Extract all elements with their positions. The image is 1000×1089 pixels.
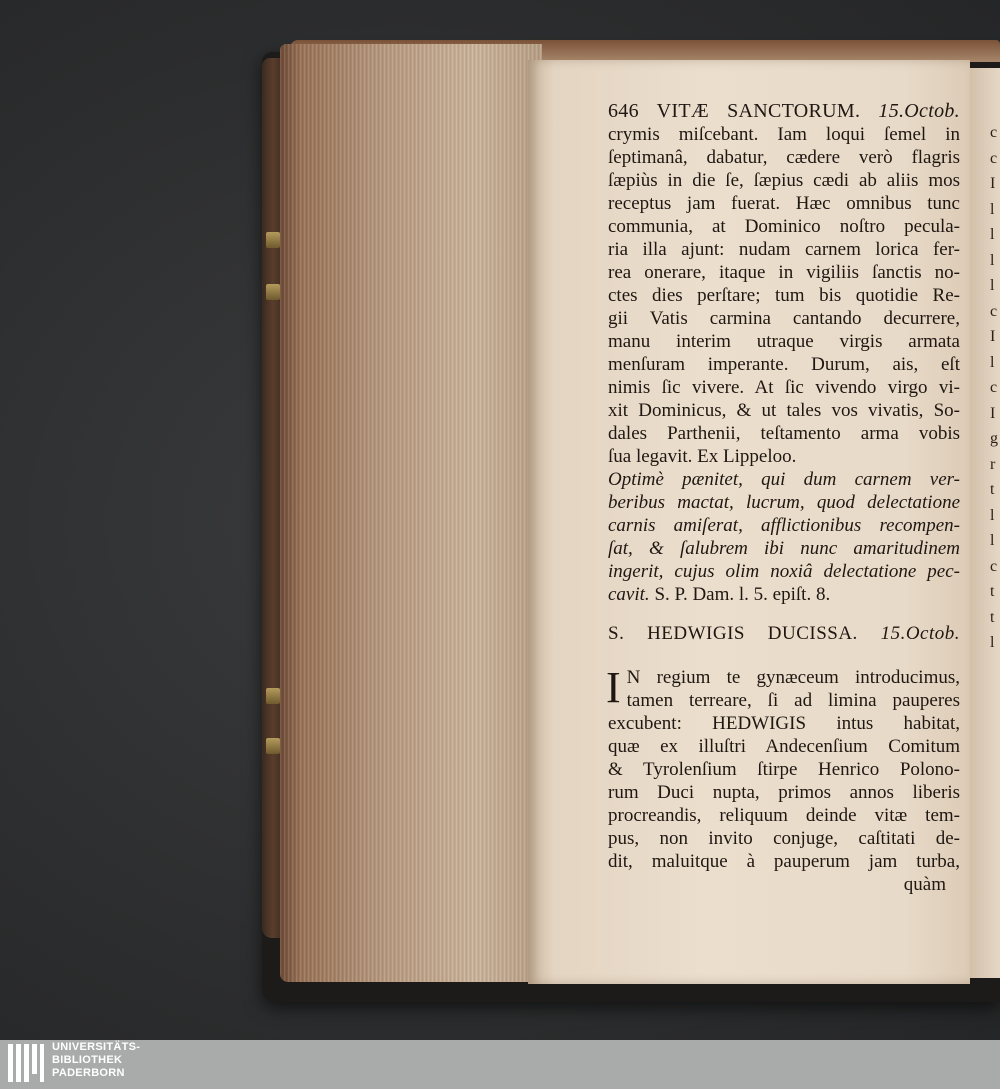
text-line: ſua legavit. Ex Lippeloo. (608, 446, 797, 467)
next-page-letter: c (990, 379, 998, 396)
text-line: ingerit, cujus olim noxiâ delectatione pec- (608, 561, 960, 582)
text-line: nimis ſic vivere. At ſic vivendo virgo vi- (608, 377, 960, 398)
text-line: tamen terreare, ſi ad limina pauperes (626, 690, 960, 711)
text-line: Optimè pænitet, qui dum carnem ver- (608, 469, 960, 490)
text-line: ſæpiùs in die ſe, ſæpius cædi ab aliis mos (608, 170, 960, 191)
running-date: 15.Octob. (878, 100, 960, 122)
next-page-letter: t (990, 481, 995, 498)
text-line: ctes dies perſtare; tum bis quotidie Re- (608, 285, 960, 306)
next-page-letter: c (990, 302, 998, 320)
text-line: & Tyrolenſium ſtirpe Henrico Polono- (608, 759, 960, 780)
text-line: ſeptimanâ, dabatur, cædere verò flagris (608, 147, 960, 168)
text-line: gii Vatis carmina cantando decurrere, (608, 308, 960, 329)
paragraph-hedwigis (606, 663, 960, 873)
next-page-letter: I (990, 175, 996, 192)
text-line: menſuram imperante. Durum, ais, eſt (608, 354, 960, 375)
text-line: ria illa ajunt: nudam carnem lorica fer- (608, 239, 960, 260)
quote-block (608, 468, 960, 583)
text-line: excubent: HEDWIGIS intus habitat, (608, 713, 960, 734)
next-page-letter: l (990, 532, 995, 549)
text-line: manu interim utraque virgis armata (608, 331, 960, 352)
text-line: receptus jam fuerat. Hæc omnibus tunc (608, 193, 960, 214)
text-line: dit, maluitque à pauperum jam turba, (608, 851, 960, 872)
section-heading (608, 620, 960, 648)
logo-line: PADERBORN (52, 1067, 125, 1079)
clasp-icon (266, 232, 280, 248)
text-line: rum Duci nupta, primos annos liberis (608, 782, 960, 803)
text-line: crymis miſcebant. Iam loqui ſemel in (608, 124, 960, 145)
text-line: N regium te gynæceum introducimus, (626, 667, 960, 688)
quote-end: cavit. (608, 584, 650, 605)
next-page-letter: c (990, 149, 998, 167)
next-page-letter: t (990, 583, 995, 600)
next-page-letter: g (990, 430, 998, 447)
text-line: dales Parthenii, teſtamento arma vobis (608, 423, 960, 444)
catchword: quàm (903, 874, 946, 895)
next-page-letter: c (990, 124, 998, 141)
text-line: xit Dominicus, & ut tales vos vivatis, So- (608, 400, 960, 421)
running-title: VITÆ SANCTORUM. (656, 100, 861, 122)
text-column (608, 100, 960, 896)
drop-cap: I (606, 663, 621, 712)
section-date: 15.Octob. (880, 623, 961, 644)
text-line: beribus mactat, lucrum, quod delectatione (608, 492, 960, 513)
next-page-letter: I (990, 404, 996, 422)
text-line: quæ ex illuſtri Andecenſium Comitum (608, 736, 960, 757)
next-page-letter: l (990, 634, 995, 651)
logo-line: UNIVERSITÄTS- (52, 1041, 141, 1053)
next-page-letter: l (990, 226, 995, 243)
section-title: S. HEDWIGIS DUCISSA. (608, 623, 858, 644)
next-page-letter: l (990, 353, 995, 371)
page-edges (280, 44, 542, 982)
text-line: pus, non invito conjuge, caſtitati de- (608, 828, 960, 849)
next-page-letter: I (990, 328, 996, 345)
quote-source: S. P. Dam. l. 5. epiſt. 8. (654, 584, 831, 605)
next-page-letter: l (990, 506, 995, 524)
next-page-letter: t (990, 608, 995, 626)
running-head (608, 100, 960, 123)
next-page-letter: r (990, 455, 996, 473)
text-line: communia, at Dominico noſtro pecula- (608, 216, 960, 237)
quote-last-line (608, 583, 960, 606)
next-page-text (990, 120, 1000, 660)
text-line: procreandis, reliquum deinde vitæ tem- (608, 805, 960, 826)
text-line: carnis amiſerat, afflictionibus recompen- (608, 515, 960, 536)
clasp-icon (266, 738, 280, 754)
next-page-letter: l (990, 200, 995, 218)
logo-line: BIBLIOTHEK (52, 1054, 123, 1066)
clasp-icon (266, 284, 280, 300)
library-logo-text (52, 1041, 172, 1080)
text-line: ſat, & ſalubrem ibi nunc amaritudinem (608, 538, 960, 559)
page-number: 646 (608, 100, 639, 122)
library-logo-icon (8, 1044, 48, 1086)
next-page-letter: l (990, 251, 995, 269)
next-page-letter: l (990, 277, 995, 294)
clasp-icon (266, 688, 280, 704)
paragraph-dominicus (608, 123, 960, 468)
text-line: rea onerare, itaque in vigiliis ſanctis no- (608, 262, 960, 283)
next-page-letter: c (990, 557, 998, 575)
